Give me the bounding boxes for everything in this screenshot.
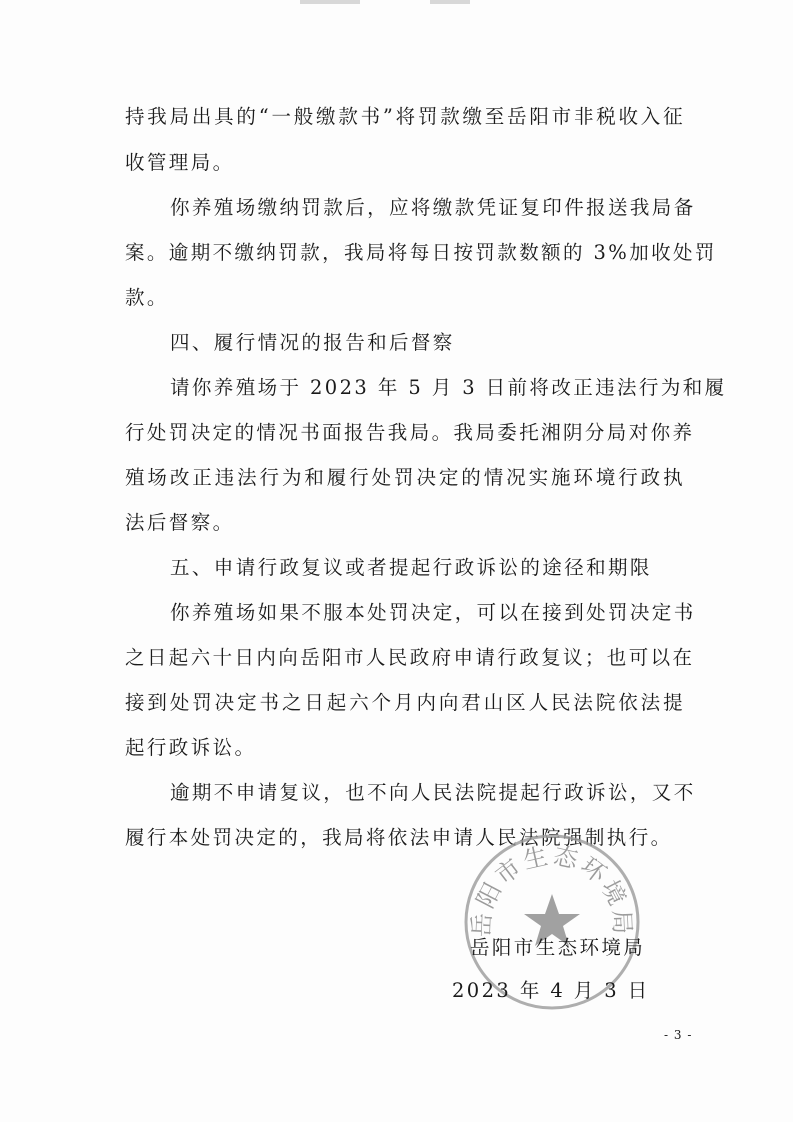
scan-artifact	[300, 0, 360, 4]
page-number: - 3 -	[664, 1028, 693, 1042]
body-line: 法后督察。	[125, 511, 235, 534]
body-line: 起行政诉讼。	[125, 736, 257, 759]
issuer-name: 岳阳市生态环境局	[470, 936, 646, 959]
svg-text:岳阳市生态环境局: 岳阳市生态环境局	[467, 841, 637, 938]
body-line: 你养殖场如果不服本处罚决定，可以在接到处罚决定书	[170, 601, 696, 624]
body-line: 履行本处罚决定的，我局将依法申请人民法院强制执行。	[125, 826, 673, 849]
scan-artifact	[430, 0, 470, 4]
issue-date: 2023 年 4 月 3 日	[452, 979, 650, 1002]
body-line: 持我局出具的“一般缴款书”将罚款缴至岳阳市非税收入征	[125, 105, 685, 128]
body-line: 逾期不申请复议，也不向人民法院提起行政诉讼，又不	[170, 781, 696, 804]
body-line: 你养殖场缴纳罚款后，应将缴款凭证复印件报送我局备	[170, 196, 696, 219]
section-heading: 四、履行情况的报告和后督察	[170, 331, 455, 354]
body-line: 款。	[125, 286, 169, 309]
body-line: 案。逾期不缴纳罚款，我局将每日按罚款数额的 3%加收处罚	[125, 241, 717, 264]
body-line: 殖场改正违法行为和履行处罚决定的情况实施环境行政执	[125, 466, 685, 489]
body-line: 接到处罚决定书之日起六个月内向君山区人民法院依法提	[125, 691, 685, 714]
body-line: 行处罚决定的情况书面报告我局。我局委托湘阴分局对你养	[125, 421, 695, 444]
body-line: 之日起六十日内向岳阳市人民政府申请行政复议；也可以在	[125, 646, 695, 669]
body-line: 收管理局。	[125, 151, 235, 174]
section-heading: 五、申请行政复议或者提起行政诉讼的途径和期限	[170, 556, 652, 579]
body-line: 请你养殖场于 2023 年 5 月 3 日前将改正违法行为和履	[170, 376, 727, 399]
